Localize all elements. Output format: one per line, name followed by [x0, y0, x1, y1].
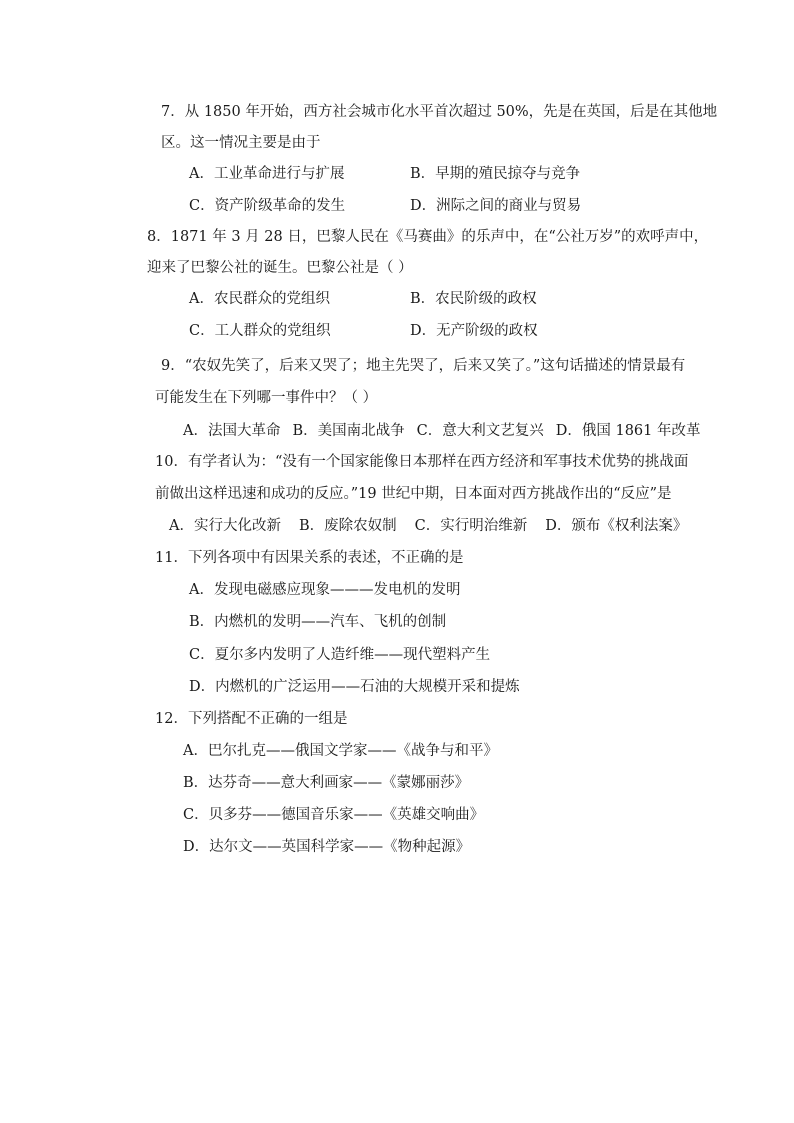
q11-option-b: B．内燃机的发明——汽车、飞机的创制	[189, 614, 447, 630]
q9-options-row	[183, 421, 700, 441]
q9-option-d: D．俄国 1861 年改革	[555, 423, 701, 439]
q7-option-a: A．工业革命进行与扩展	[189, 166, 345, 182]
q8-option-b: B．农民阶级的政权	[410, 291, 537, 307]
q11-option-a: A．发现电磁感应现象———发电机的发明	[189, 582, 461, 598]
q9-stem-line2: 可能发生在下列哪一事件中？（ ）	[155, 390, 378, 406]
q9-option-c: C．意大利文艺复兴	[416, 423, 544, 439]
q9-option-a: A．法国大革命	[183, 423, 281, 439]
q10-stem-line2: 前做出这样迅速和成功的反应。”19 世纪中期，日本面对西方挑战作出的“反应”是	[155, 486, 672, 502]
q12-stem: 12．下列搭配不正确的一组是	[155, 711, 348, 727]
q8-option-a: A．农民群众的党组织	[189, 291, 330, 307]
q11-stem: 11．下列各项中有因果关系的表述，不正确的是	[155, 550, 464, 566]
q8-option-c: C．工人群众的党组织	[189, 323, 331, 339]
q10-options-row	[169, 516, 687, 536]
q9-stem-line1: 9．“农奴先笑了，后来又哭了；地主先哭了，后来又笑了。”这句话描述的情景最有	[161, 358, 686, 374]
q9-option-b: B．美国南北战争	[292, 423, 405, 439]
q8-option-d: D．无产阶级的政权	[410, 323, 538, 339]
q7-option-c: C．资产阶级革命的发生	[189, 198, 346, 214]
q10-option-c: C．实行明治维新	[414, 518, 528, 534]
q12-option-b: B．达芬奇——意大利画家——《蒙娜丽莎》	[183, 775, 470, 791]
q12-option-a: A．巴尔扎克——俄国文学家——《战争与和平》	[183, 743, 498, 759]
q8-stem-line2: 迎来了巴黎公社的诞生。巴黎公社是（ ）	[147, 260, 413, 276]
q7-stem-line1: 7．从 1850 年开始，西方社会城市化水平首次超过 50%，先是在英国，后是在其他地	[161, 104, 718, 120]
q11-option-c: C．夏尔多内发明了人造纤维——现代塑料产生	[189, 647, 491, 663]
q11-option-d: D．内燃机的广泛运用——石油的大规模开采和提炼	[189, 679, 520, 695]
q10-option-b: B．废除农奴制	[298, 518, 397, 534]
q10-option-d: D．颁布《权利法案》	[545, 518, 688, 534]
q12-option-c: C．贝多芬——德国音乐家——《英雄交响曲》	[183, 807, 485, 823]
q12-option-d: D．达尔文——英国科学家——《物种起源》	[183, 839, 471, 855]
q7-option-b: B．早期的殖民掠夺与竞争	[410, 166, 581, 182]
q7-option-d: D．洲际之间的商业与贸易	[410, 198, 582, 214]
q8-stem-line1: 8．1871 年 3 月 28 日，巴黎人民在《马赛曲》的乐声中，在“公社万岁”的欢呼声中，	[147, 229, 709, 245]
q10-stem-line1: 10．有学者认为：“没有一个国家能像日本那样在西方经济和军事技术优势的挑战面	[155, 454, 689, 470]
q10-option-a: A．实行大化改新	[169, 518, 281, 534]
q7-stem-line2: 区。这一情况主要是由于	[161, 135, 321, 151]
